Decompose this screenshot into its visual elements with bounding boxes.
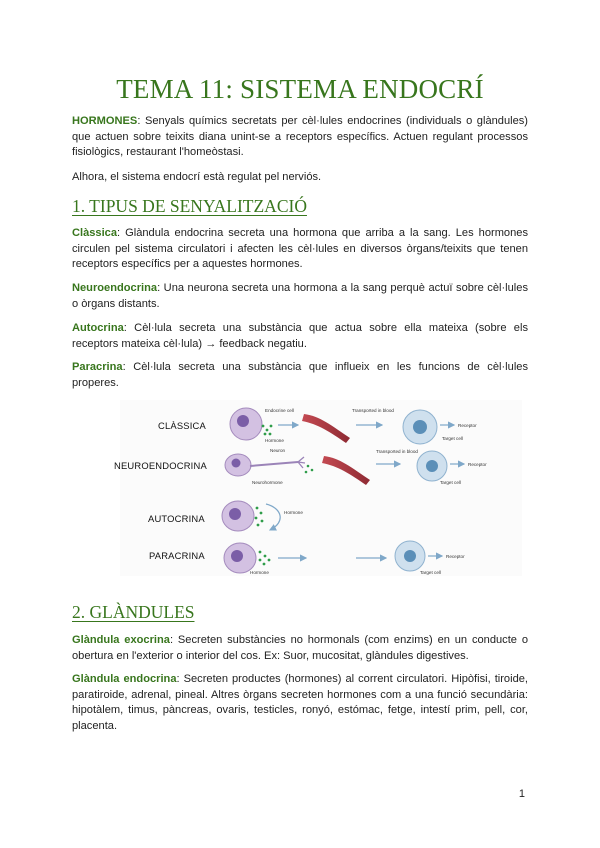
nucleus-icon bbox=[413, 420, 427, 434]
hormone-dots-icon bbox=[259, 551, 271, 566]
classic-row-graphic bbox=[230, 408, 477, 444]
text-classic: : Glàndula endocrina secreta una hormona que arriba a la sang. Les hormones circulen pel sistema circulatori i afecten les cèl·lules en diversos òrgans/teixits que tenen receptors específics per a aquestes hormones. bbox=[72, 227, 528, 271]
hormone-dots-icon bbox=[305, 465, 314, 474]
neuro-transport-label: Transported in blood bbox=[376, 449, 418, 454]
nucleus-icon bbox=[426, 460, 438, 472]
nucleus-icon bbox=[404, 550, 416, 562]
signaling-diagram bbox=[120, 400, 522, 576]
gland-exocrine bbox=[72, 633, 528, 664]
feedback-arrow-icon bbox=[266, 504, 280, 530]
figure-label-neuroendocrine: NEUROENDOCRINA bbox=[114, 460, 207, 471]
hormone-dots-icon bbox=[262, 425, 273, 436]
hormones-term: HORMONES bbox=[72, 115, 138, 127]
hormone-dots-icon bbox=[255, 507, 264, 527]
neuro-target-label: Target cell bbox=[440, 480, 461, 485]
paracrine-hormone-label: Hormone bbox=[250, 570, 269, 575]
hormones-text: : Senyals químics secretats per cèl·lules endocrines (individuals o glàndules) que actuen sobre teixits diana unint-se a receptors específics. Actuen regulant processos fisiològics, restaurant l'homeòstasi. bbox=[72, 115, 528, 159]
neurohormone-label: Neurohormone bbox=[252, 480, 283, 485]
text-neuroendocrine: : Una neurona secreta una hormona a la sang perquè actuï sobre cèl·lules o òrgans distants. bbox=[72, 282, 528, 310]
page-title: TEMA 11: SISTEMA ENDOCRÍ bbox=[116, 74, 484, 104]
term-classic: Clàssica bbox=[72, 227, 118, 239]
neuro-receptor-label: Receptor bbox=[468, 462, 487, 467]
axon-icon bbox=[250, 462, 298, 466]
paracrine-row-graphic bbox=[224, 541, 465, 575]
blood-vessel-icon bbox=[322, 456, 370, 485]
figure-label-autocrine: AUTOCRINA bbox=[148, 513, 205, 524]
paracrine-target-label: Target cell bbox=[420, 570, 441, 575]
classic-receptor-label: Receptor bbox=[458, 423, 477, 428]
neuron-label: Neuron bbox=[270, 448, 286, 453]
term-paracrine: Paracrina bbox=[72, 361, 123, 373]
axon-terminal-icon bbox=[298, 457, 305, 468]
page-number: 1 bbox=[518, 788, 525, 800]
nucleus-icon bbox=[229, 508, 241, 520]
signaling-autocrine bbox=[72, 321, 528, 352]
term-neuroendocrine: Neuroendocrina bbox=[72, 282, 158, 294]
term-autocrine: Autocrina bbox=[72, 322, 124, 334]
autocrine-row-graphic bbox=[222, 501, 303, 531]
section-heading-glands: 2. GLÀNDULES bbox=[72, 602, 195, 622]
blood-vessel-icon bbox=[302, 414, 350, 443]
regulation-note: Alhora, el sistema endocrí està regulat pel nerviós. bbox=[72, 171, 322, 183]
figure-label-classic: CLÀSSICA bbox=[158, 420, 206, 431]
classic-transport-label: Transported in blood bbox=[352, 408, 394, 413]
text-exocrine: : Secreten substàncies no hormonals (com enzims) en un conducte o obertura en l'exterior o interior del cos. Ex: Suor, mucositat, glàndules digestives. bbox=[72, 634, 528, 662]
text-paracrine: : Cèl·lula secreta una substància que influeix en les funcions de cèl·lules properes. bbox=[72, 361, 528, 389]
signaling-classic bbox=[72, 226, 528, 273]
signaling-types-figure bbox=[114, 400, 522, 576]
text-endocrine: : Secreten productes (hormones) al corrent circulatori. Hipòfisi, tiroide, paratiroide, adrenal, pineal. Altres òrgans secreten hormones com a una funció secundària: hipotàlem, timus, pàncreas, ovaris, testicles, ronyó, estómac, fetge, intestí prim, pell, cor, placenta. bbox=[72, 673, 528, 732]
gland-endocrine bbox=[72, 672, 528, 734]
hormones-definition bbox=[72, 114, 528, 161]
paracrine-receptor-label: Receptor bbox=[446, 554, 465, 559]
signaling-neuroendocrine bbox=[72, 281, 528, 312]
neuroendocrine-row-graphic bbox=[225, 448, 487, 485]
nucleus-icon bbox=[237, 415, 249, 427]
classic-hormone-label: Hormone bbox=[265, 438, 284, 443]
text-autocrine: : Cèl·lula secreta una substància que actua sobre ella mateixa (sobre els receptors mateixa cèl·lula) → feedback negatiu. bbox=[72, 322, 528, 350]
nucleus-icon bbox=[231, 550, 243, 562]
classic-target-label: Target cell bbox=[442, 436, 463, 441]
section-heading-signaling: 1. TIPUS DE SENYALITZACIÓ bbox=[72, 196, 307, 216]
classic-endocrine-label: Endocrine cell bbox=[265, 408, 294, 413]
figure-label-paracrine: PARACRINA bbox=[149, 550, 205, 561]
term-endocrine: Glàndula endocrina bbox=[72, 673, 177, 685]
nucleus-icon bbox=[232, 459, 241, 468]
signaling-paracrine bbox=[72, 360, 528, 391]
autocrine-hormone-label: Hormone bbox=[284, 510, 303, 515]
term-exocrine: Glàndula exocrina bbox=[72, 634, 170, 646]
